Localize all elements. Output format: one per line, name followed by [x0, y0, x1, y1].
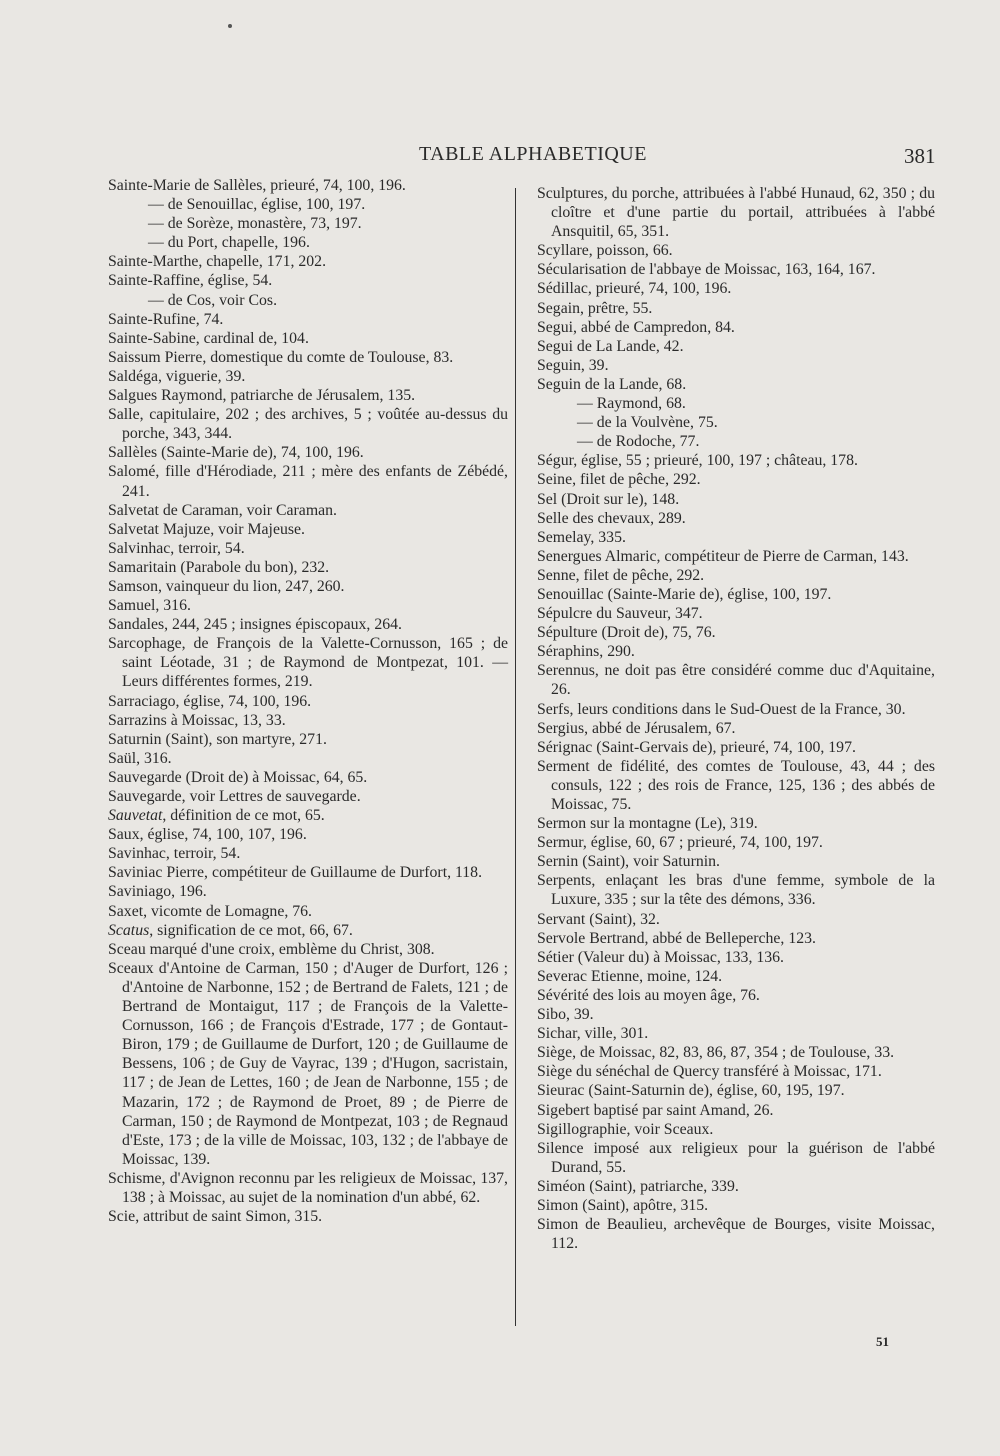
index-entry: Sépulcre du Sauveur, 347.: [537, 605, 703, 623]
index-entry: Segui, abbé de Campredon, 84.: [537, 318, 735, 336]
index-entry: Servant (Saint), 32.: [537, 910, 660, 928]
index-entry: Sculptures, du porche, attribuées à l'abbé Hunaud, 62, 350 ; du cloître et d'une partie du portail, attribuées à l'abbé Ansquitil, 65, 351.: [537, 185, 935, 241]
index-entry: Salle, capitulaire, 202 ; des archives, 5 ; voûtée au-dessus du porche, 343, 344.: [108, 406, 508, 443]
index-entry: Sauvegarde, voir Lettres de sauvegarde.: [108, 788, 361, 805]
index-entry: Sermur, église, 60, 67 ; prieuré, 74, 100, 197.: [537, 834, 823, 852]
index-entry: Selle des chevaux, 289.: [537, 509, 686, 527]
index-entry: Séraphins, 290.: [537, 643, 635, 661]
index-entry: Seine, filet de pêche, 292.: [537, 471, 701, 489]
index-entry: Severac Etienne, moine, 124.: [537, 967, 723, 985]
index-entry: Sévérité des lois au moyen âge, 76.: [537, 986, 760, 1004]
index-entry: Siméon (Saint), patriarche, 339.: [537, 1177, 739, 1195]
index-entry: — de Cos, voir Cos.: [148, 291, 278, 309]
index-entry: — Raymond, 68.: [577, 395, 686, 413]
index-entry: Sigillographie, voir Sceaux.: [537, 1120, 714, 1138]
column-divider: [515, 188, 516, 1326]
index-entry: Sieurac (Saint-Saturnin de), église, 60, 195, 197.: [537, 1082, 845, 1100]
index-entry: Sceau marqué d'une croix, emblème du Christ, 308.: [108, 940, 435, 958]
index-entry: Seguin de la Lande, 68.: [537, 375, 687, 393]
page-title: TABLE ALPHABETIQUE: [419, 143, 647, 165]
index-entry: Semelay, 335.: [537, 528, 626, 546]
index-entry: Scyllare, poisson, 66.: [537, 242, 673, 260]
index-entry: Sauvetat, définition de ce mot, 65.: [108, 807, 325, 825]
index-entry: Savinhac, terroir, 54.: [108, 845, 241, 863]
index-entry: Samuel, 316.: [108, 597, 191, 615]
index-entry: Scatus, signification de ce mot, 66, 67.: [108, 921, 353, 939]
index-entry: Sainte-Rufine, 74.: [108, 310, 224, 328]
index-entry: Saül, 316.: [108, 749, 172, 767]
index-entry: Sernin (Saint), voir Saturnin.: [537, 853, 720, 871]
index-entry: Segui de La Lande, 42.: [537, 337, 684, 355]
speck-mark: [228, 24, 232, 28]
index-entry: Serment de fidélité, des comtes de Toulouse, 43, 44 ; des consuls, 122 ; des rois de France, 125, 136 ; des abbés de Moissac, 75.: [537, 757, 935, 813]
index-entry: Sigebert baptisé par saint Amand, 26.: [537, 1101, 774, 1119]
index-entry: Sergius, abbé de Jérusalem, 67.: [537, 719, 736, 737]
index-entry: Sainte-Marie de Sallèles, prieuré, 74, 100, 196.: [108, 177, 406, 194]
index-entry: Sainte-Raffine, église, 54.: [108, 272, 273, 290]
index-entry: Saissum Pierre, domestique du comte de Toulouse, 83.: [108, 348, 454, 366]
index-entry: Segain, prêtre, 55.: [537, 299, 653, 317]
signature-mark: 51: [876, 1334, 889, 1349]
index-entry: Saxet, vicomte de Lomagne, 76.: [108, 902, 312, 920]
index-entry: Sécularisation de l'abbaye de Moissac, 163, 164, 167.: [537, 261, 876, 279]
index-column-right: [537, 184, 935, 1253]
index-entry: Saviniac Pierre, compétiteur de Guillaume de Durfort, 118.: [108, 864, 483, 882]
index-entry: Sel (Droit sur le), 148.: [537, 490, 680, 508]
index-entry: Sainte-Marthe, chapelle, 171, 202.: [108, 253, 327, 271]
index-entry: Salvetat de Caraman, voir Caraman.: [108, 501, 337, 519]
index-entry: Siège du sénéchal de Quercy transféré à Moissac, 171.: [537, 1063, 882, 1081]
index-entry: Salgues Raymond, patriarche de Jérusalem, 135.: [108, 387, 416, 405]
index-entry: Servole Bertrand, abbé de Belleperche, 123.: [537, 929, 816, 947]
index-entry: Serfs, leurs conditions dans le Sud-Ouest de la France, 30.: [537, 700, 906, 718]
index-entry: Seguin, 39.: [537, 356, 609, 374]
index-entry: Serennus, ne doit pas être considéré comme duc d'Aquitaine, 26.: [537, 662, 935, 699]
index-entry: Simon de Beaulieu, archevêque de Bourges, visite Moissac, 112.: [537, 1216, 935, 1253]
index-entry: — du Port, chapelle, 196.: [148, 234, 310, 252]
index-column-left: [108, 176, 508, 1226]
index-entry: Sétier (Valeur du) à Moissac, 133, 136.: [537, 948, 784, 966]
index-entry: Senne, filet de pêche, 292.: [537, 566, 705, 584]
index-entry: Sichar, ville, 301.: [537, 1025, 649, 1043]
index-entry: Sérignac (Saint-Gervais de), prieuré, 74, 100, 197.: [537, 738, 856, 756]
index-entry: Sarcophage, de François de la Valette-Cornusson, 165 ; de saint Léotade, 31 ; de Raymond de Montpezat, 101. — Leurs différentes formes, 219.: [108, 635, 508, 691]
index-entry: Senergues Almaric, compétiteur de Pierre de Carman, 143.: [537, 547, 909, 565]
index-entry: — de Rodoche, 77.: [577, 433, 700, 451]
page-number: 381: [904, 144, 936, 168]
index-entry: Salvetat Majuze, voir Majeuse.: [108, 520, 305, 538]
index-entry: Samaritain (Parabole du bon), 232.: [108, 558, 330, 576]
index-entry: Saux, église, 74, 100, 107, 196.: [108, 826, 307, 844]
index-entry: — de la Voulvène, 75.: [577, 414, 718, 432]
index-entry: Sandales, 244, 245 ; insignes épiscopaux, 264.: [108, 616, 402, 634]
index-entry: Sibo, 39.: [537, 1006, 594, 1024]
index-entry: Salvinhac, terroir, 54.: [108, 539, 245, 557]
index-entry: Salomé, fille d'Hérodiade, 211 ; mère des enfants de Zébédé, 241.: [108, 463, 508, 500]
index-entry: Sceaux d'Antoine de Carman, 150 ; d'Auger de Durfort, 126 ; d'Antoine de Narbonne, 152 ; de Bertrand de Falets, 121 ; de Bertrand de Montaigut, 117 ; de François de la Valette-Cornusson, 166 ; de François d'Estrade, 177 ; de Gontaut-Biron, 179 ; de Guillaume de Durfort, 120 ; de Guillaume de Bessens, 106 ; de Guy de Vayrac, 139 ; d'Hugon, sacristain, 117 ; de Jean de Lettes, 160 ; de Jean de Narbonne, 155 ; de Mazarin, 172 ; de Raymond de Proet, 89 ; de Pierre de Carman, 150 ; de Raymond de Montpezat, 103 ; de Regnaud d'Este, 173 ; de la ville de Moissac, 103, 132 ; de l'abbaye de Moissac, 139.: [108, 959, 508, 1168]
index-entry: Samson, vainqueur du lion, 247, 260.: [108, 577, 345, 595]
index-entry: Sainte-Sabine, cardinal de, 104.: [108, 329, 309, 347]
index-entry: Sarraciago, église, 74, 100, 196.: [108, 692, 312, 710]
index-entry: Sallèles (Sainte-Marie de), 74, 100, 196.: [108, 444, 364, 462]
index-entry: Schisme, d'Avignon reconnu par les religieux de Moissac, 137, 138 ; à Moissac, au sujet de la nomination d'un abbé, 62.: [108, 1169, 508, 1206]
index-entry: Saviniago, 196.: [108, 883, 207, 901]
index-entry: Sermon sur la montagne (Le), 319.: [537, 815, 758, 833]
index-entry: Saturnin (Saint), son martyre, 271.: [108, 730, 327, 748]
index-entry: Siège, de Moissac, 82, 83, 86, 87, 354 ; de Toulouse, 33.: [537, 1044, 895, 1062]
index-entry: Scie, attribut de saint Simon, 315.: [108, 1208, 323, 1226]
index-entry: Saldéga, viguerie, 39.: [108, 367, 246, 385]
index-entry: Sarrazins à Moissac, 13, 33.: [108, 711, 286, 729]
index-entry: Simon (Saint), apôtre, 315.: [537, 1196, 709, 1214]
index-entry: Sépulture (Droit de), 75, 76.: [537, 624, 716, 642]
index-entry: Ségur, église, 55 ; prieuré, 100, 197 ; château, 178.: [537, 452, 858, 470]
index-entry: Senouillac (Sainte-Marie de), église, 100, 197.: [537, 585, 832, 603]
index-entry: Sédillac, prieuré, 74, 100, 196.: [537, 280, 732, 298]
index-entry: Serpents, enlaçant les bras d'une femme, symbole de la Luxure, 335 ; sur la tête des démons, 336.: [537, 872, 935, 909]
index-entry: — de Senouillac, église, 100, 197.: [148, 196, 366, 214]
index-entry: Sauvegarde (Droit de) à Moissac, 64, 65.: [108, 768, 368, 786]
index-entry: Silence imposé aux religieux pour la guérison de l'abbé Durand, 55.: [537, 1139, 935, 1176]
index-entry: — de Sorèze, monastère, 73, 197.: [148, 215, 362, 233]
